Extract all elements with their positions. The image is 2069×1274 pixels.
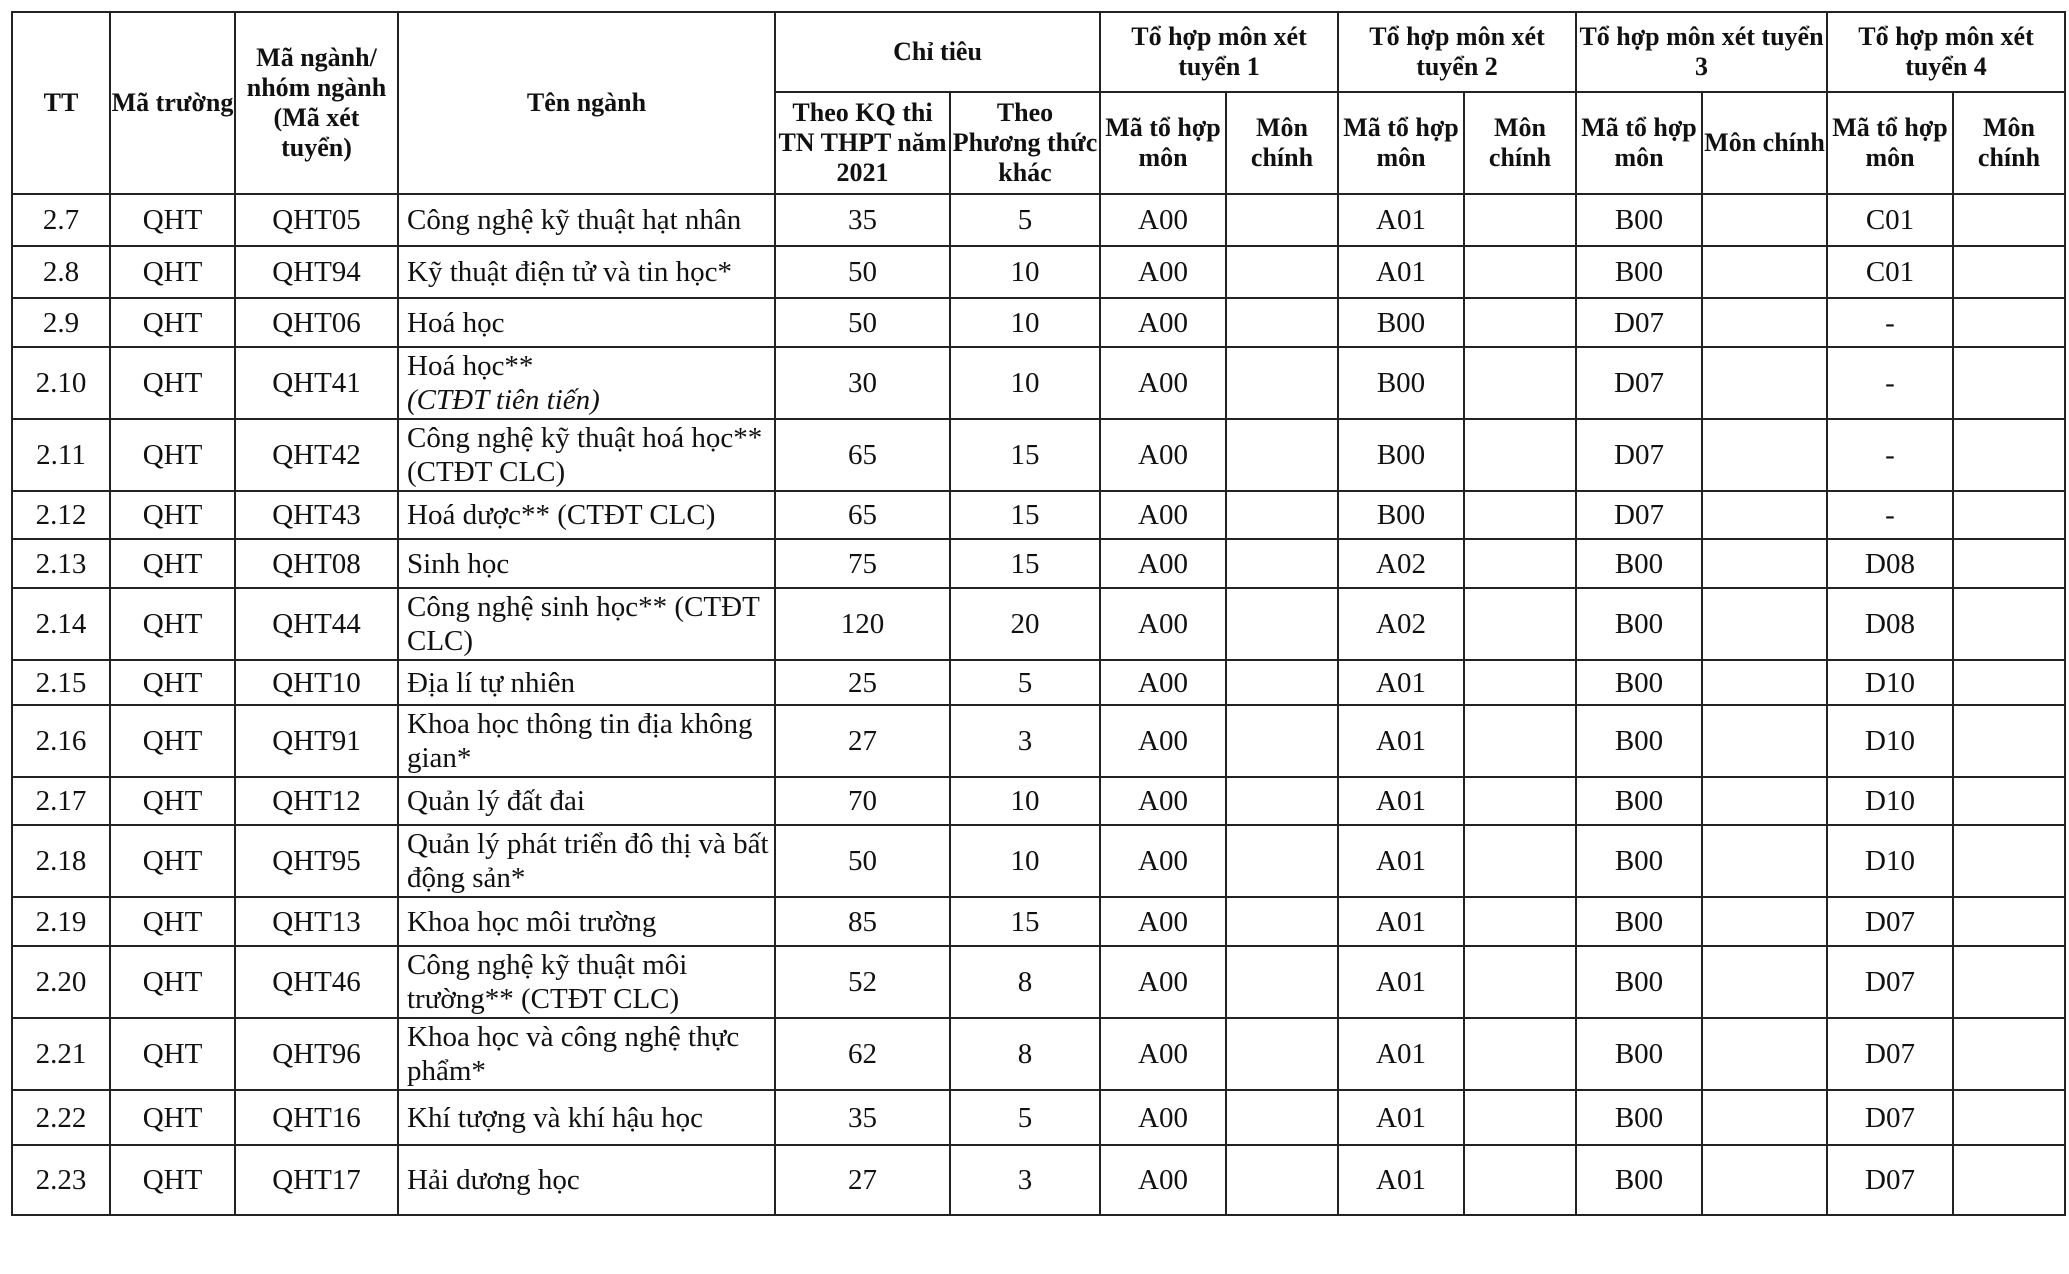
cell-ma-to-hop-3: B00	[1576, 1018, 1702, 1090]
header-ma-to-hop-1: Mã tổ hợp môn	[1100, 92, 1226, 194]
cell-mon-chinh-1	[1226, 825, 1338, 897]
cell-ma-to-hop-1: A00	[1100, 491, 1226, 539]
cell-ma-to-hop-2: A01	[1338, 246, 1464, 298]
cell-ma-to-hop-3: B00	[1576, 246, 1702, 298]
cell-chi-tieu-thpt: 75	[775, 539, 950, 588]
cell-chi-tieu-khac: 15	[950, 897, 1100, 946]
cell-ma-truong: QHT	[110, 705, 235, 777]
cell-ma-to-hop-3: D07	[1576, 491, 1702, 539]
cell-mon-chinh-1	[1226, 419, 1338, 491]
table-row	[12, 539, 2065, 588]
cell-mon-chinh-3	[1702, 539, 1827, 588]
cell-tt: 2.8	[12, 246, 110, 298]
table-row	[12, 1018, 2065, 1090]
cell-ma-to-hop-1: A00	[1100, 419, 1226, 491]
cell-tt: 2.16	[12, 705, 110, 777]
cell-chi-tieu-thpt: 50	[775, 298, 950, 347]
table-row	[12, 825, 2065, 897]
cell-ten-nganh	[398, 1145, 775, 1215]
cell-mon-chinh-2	[1464, 1018, 1576, 1090]
cell-tt: 2.13	[12, 539, 110, 588]
cell-mon-chinh-1	[1226, 705, 1338, 777]
cell-ma-to-hop-2: A01	[1338, 1145, 1464, 1215]
cell-ma-to-hop-2: A01	[1338, 897, 1464, 946]
cell-ma-nganh: QHT16	[235, 1090, 398, 1145]
cell-mon-chinh-4	[1953, 825, 2065, 897]
cell-ma-to-hop-1: A00	[1100, 1145, 1226, 1215]
cell-ten-nganh	[398, 946, 775, 1018]
cell-mon-chinh-3	[1702, 825, 1827, 897]
cell-mon-chinh-1	[1226, 897, 1338, 946]
program-note: (CTĐT tiên tiến)	[407, 384, 600, 416]
table-header	[12, 12, 2065, 194]
cell-ma-to-hop-2: A01	[1338, 946, 1464, 1018]
cell-ma-truong: QHT	[110, 298, 235, 347]
cell-chi-tieu-khac: 3	[950, 1145, 1100, 1215]
cell-ma-to-hop-1: A00	[1100, 777, 1226, 825]
program-name: Hoá dược** (CTĐT CLC)	[407, 499, 716, 531]
cell-ten-nganh	[398, 194, 775, 246]
cell-ma-to-hop-3: B00	[1576, 660, 1702, 705]
cell-ma-truong: QHT	[110, 825, 235, 897]
cell-mon-chinh-3	[1702, 1145, 1827, 1215]
cell-ma-to-hop-3: D07	[1576, 347, 1702, 419]
table-row	[12, 705, 2065, 777]
cell-ma-to-hop-4: D10	[1827, 705, 1953, 777]
header-to-hop-2: Tổ hợp môn xét tuyển 2	[1338, 12, 1576, 92]
cell-chi-tieu-khac: 15	[950, 539, 1100, 588]
cell-ma-nganh: QHT43	[235, 491, 398, 539]
cell-ma-to-hop-4: D10	[1827, 660, 1953, 705]
cell-mon-chinh-4	[1953, 491, 2065, 539]
cell-mon-chinh-4	[1953, 897, 2065, 946]
cell-tt: 2.9	[12, 298, 110, 347]
program-name: Sinh học	[407, 547, 510, 580]
cell-ma-to-hop-4: D07	[1827, 897, 1953, 946]
program-name: Quản lý đất đai	[407, 785, 585, 817]
cell-ten-nganh	[398, 419, 775, 491]
cell-ma-to-hop-4: D07	[1827, 1145, 1953, 1215]
cell-ma-to-hop-2: A01	[1338, 1018, 1464, 1090]
cell-mon-chinh-4	[1953, 705, 2065, 777]
cell-ma-to-hop-3: B00	[1576, 1090, 1702, 1145]
cell-ma-to-hop-3: D07	[1576, 298, 1702, 347]
cell-mon-chinh-4	[1953, 1145, 2065, 1215]
cell-ma-nganh: QHT96	[235, 1018, 398, 1090]
program-name: Khoa học môi trường	[407, 905, 657, 938]
cell-ten-nganh	[398, 1018, 775, 1090]
cell-tt: 2.15	[12, 660, 110, 705]
header-ten-nganh: Tên ngành	[398, 12, 775, 194]
cell-mon-chinh-3	[1702, 1018, 1827, 1090]
cell-chi-tieu-thpt: 27	[775, 1145, 950, 1215]
cell-mon-chinh-1	[1226, 588, 1338, 660]
cell-ten-nganh	[398, 660, 775, 705]
cell-chi-tieu-thpt: 27	[775, 705, 950, 777]
cell-ma-nganh: QHT10	[235, 660, 398, 705]
cell-ma-to-hop-1: A00	[1100, 1090, 1226, 1145]
cell-ma-to-hop-2: B00	[1338, 419, 1464, 491]
cell-chi-tieu-thpt: 62	[775, 1018, 950, 1090]
cell-mon-chinh-3	[1702, 298, 1827, 347]
cell-ten-nganh	[398, 777, 775, 825]
table-row	[12, 588, 2065, 660]
cell-tt: 2.12	[12, 491, 110, 539]
cell-ma-to-hop-4: -	[1827, 491, 1953, 539]
program-name: Hoá học**	[407, 350, 534, 382]
cell-ma-to-hop-4: D07	[1827, 1090, 1953, 1145]
cell-ma-truong: QHT	[110, 946, 235, 1018]
cell-ma-to-hop-1: A00	[1100, 539, 1226, 588]
cell-ma-to-hop-4: D10	[1827, 825, 1953, 897]
header-mon-chinh-2: Môn chính	[1464, 92, 1576, 194]
cell-mon-chinh-1	[1226, 246, 1338, 298]
header-to-hop-3: Tổ hợp môn xét tuyển 3	[1576, 12, 1827, 92]
table-row	[12, 777, 2065, 825]
cell-ma-to-hop-2: A01	[1338, 777, 1464, 825]
cell-ma-to-hop-2: B00	[1338, 347, 1464, 419]
cell-ma-to-hop-1: A00	[1100, 1018, 1226, 1090]
cell-mon-chinh-1	[1226, 946, 1338, 1018]
table-row	[12, 491, 2065, 539]
cell-mon-chinh-4	[1953, 777, 2065, 825]
cell-mon-chinh-3	[1702, 1090, 1827, 1145]
cell-ma-to-hop-4: -	[1827, 298, 1953, 347]
cell-ma-to-hop-3: B00	[1576, 194, 1702, 246]
cell-chi-tieu-thpt: 65	[775, 491, 950, 539]
cell-ten-nganh	[398, 825, 775, 897]
cell-ma-to-hop-2: B00	[1338, 491, 1464, 539]
cell-ma-truong: QHT	[110, 1018, 235, 1090]
cell-mon-chinh-2	[1464, 539, 1576, 588]
cell-ma-nganh: QHT08	[235, 539, 398, 588]
cell-ma-to-hop-1: A00	[1100, 298, 1226, 347]
table-row	[12, 419, 2065, 491]
cell-ma-nganh: QHT95	[235, 825, 398, 897]
cell-chi-tieu-thpt: 50	[775, 246, 950, 298]
header-mon-chinh-3: Môn chính	[1702, 92, 1827, 194]
program-name: Khí tượng và khí hậu học	[407, 1101, 704, 1134]
cell-mon-chinh-1	[1226, 777, 1338, 825]
cell-ma-truong: QHT	[110, 419, 235, 491]
program-name: Công nghệ kỹ thuật hoá học** (CTĐT CLC)	[407, 422, 763, 488]
program-name: Địa lí tự nhiên	[407, 666, 575, 699]
cell-mon-chinh-3	[1702, 946, 1827, 1018]
program-name: Hải dương học	[407, 1164, 580, 1196]
cell-mon-chinh-3	[1702, 347, 1827, 419]
cell-mon-chinh-4	[1953, 419, 2065, 491]
cell-chi-tieu-khac: 5	[950, 1090, 1100, 1145]
program-name: Khoa học thông tin địa không gian*	[407, 708, 753, 774]
cell-mon-chinh-4	[1953, 194, 2065, 246]
cell-ma-truong: QHT	[110, 491, 235, 539]
cell-ma-to-hop-4: -	[1827, 419, 1953, 491]
cell-mon-chinh-2	[1464, 491, 1576, 539]
cell-ma-to-hop-3: B00	[1576, 897, 1702, 946]
header-ma-nganh: Mã ngành/ nhóm ngành (Mã xét tuyển)	[235, 12, 398, 194]
cell-mon-chinh-2	[1464, 419, 1576, 491]
cell-ma-to-hop-4: -	[1827, 347, 1953, 419]
program-name: Công nghệ kỹ thuật hạt nhân	[407, 204, 742, 236]
cell-ma-to-hop-2: A01	[1338, 194, 1464, 246]
cell-tt: 2.19	[12, 897, 110, 946]
cell-ma-to-hop-4: D07	[1827, 946, 1953, 1018]
cell-mon-chinh-4	[1953, 1018, 2065, 1090]
cell-ma-to-hop-3: B00	[1576, 946, 1702, 1018]
admission-table	[11, 11, 2066, 1216]
cell-mon-chinh-2	[1464, 588, 1576, 660]
cell-ma-truong: QHT	[110, 897, 235, 946]
cell-ma-truong: QHT	[110, 194, 235, 246]
header-ma-to-hop-2: Mã tổ hợp môn	[1338, 92, 1464, 194]
cell-mon-chinh-1	[1226, 298, 1338, 347]
cell-mon-chinh-3	[1702, 419, 1827, 491]
cell-ma-to-hop-4: D07	[1827, 1018, 1953, 1090]
cell-ma-to-hop-1: A00	[1100, 705, 1226, 777]
cell-ma-to-hop-1: A00	[1100, 825, 1226, 897]
header-to-hop-1: Tổ hợp môn xét tuyển 1	[1100, 12, 1338, 92]
cell-ma-truong: QHT	[110, 246, 235, 298]
cell-ma-to-hop-1: A00	[1100, 347, 1226, 419]
cell-tt: 2.14	[12, 588, 110, 660]
cell-ma-truong: QHT	[110, 777, 235, 825]
cell-ma-to-hop-3: B00	[1576, 1145, 1702, 1215]
cell-mon-chinh-4	[1953, 660, 2065, 705]
cell-mon-chinh-1	[1226, 194, 1338, 246]
table-row	[12, 897, 2065, 946]
cell-ma-to-hop-3: B00	[1576, 588, 1702, 660]
header-mon-chinh-4: Môn chính	[1953, 92, 2065, 194]
cell-ma-to-hop-2: A01	[1338, 705, 1464, 777]
cell-mon-chinh-2	[1464, 1145, 1576, 1215]
header-to-hop-4: Tổ hợp môn xét tuyển 4	[1827, 12, 2065, 92]
cell-ma-to-hop-4: D08	[1827, 588, 1953, 660]
cell-ma-to-hop-3: B00	[1576, 539, 1702, 588]
cell-mon-chinh-4	[1953, 347, 2065, 419]
cell-mon-chinh-1	[1226, 491, 1338, 539]
cell-mon-chinh-3	[1702, 705, 1827, 777]
cell-mon-chinh-3	[1702, 777, 1827, 825]
cell-mon-chinh-3	[1702, 246, 1827, 298]
cell-mon-chinh-2	[1464, 347, 1576, 419]
cell-ma-nganh: QHT06	[235, 298, 398, 347]
cell-ten-nganh	[398, 298, 775, 347]
cell-mon-chinh-2	[1464, 660, 1576, 705]
cell-ten-nganh	[398, 491, 775, 539]
table-row	[12, 946, 2065, 1018]
cell-ma-nganh: QHT94	[235, 246, 398, 298]
cell-chi-tieu-khac: 10	[950, 246, 1100, 298]
cell-chi-tieu-thpt: 50	[775, 825, 950, 897]
cell-ma-to-hop-1: A00	[1100, 897, 1226, 946]
cell-mon-chinh-2	[1464, 897, 1576, 946]
cell-chi-tieu-khac: 15	[950, 491, 1100, 539]
cell-chi-tieu-khac: 8	[950, 946, 1100, 1018]
cell-mon-chinh-4	[1953, 246, 2065, 298]
cell-ma-to-hop-1: A00	[1100, 194, 1226, 246]
cell-mon-chinh-2	[1464, 777, 1576, 825]
cell-mon-chinh-4	[1953, 539, 2065, 588]
cell-ma-to-hop-2: A01	[1338, 660, 1464, 705]
program-name: Công nghệ kỹ thuật môi trường** (CTĐT CLC)	[407, 949, 688, 1015]
cell-chi-tieu-khac: 20	[950, 588, 1100, 660]
cell-ma-nganh: QHT44	[235, 588, 398, 660]
cell-mon-chinh-3	[1702, 194, 1827, 246]
cell-ma-nganh: QHT41	[235, 347, 398, 419]
cell-mon-chinh-2	[1464, 946, 1576, 1018]
cell-ten-nganh	[398, 347, 775, 419]
cell-ma-to-hop-3: D07	[1576, 419, 1702, 491]
cell-mon-chinh-1	[1226, 539, 1338, 588]
cell-tt: 2.7	[12, 194, 110, 246]
cell-tt: 2.11	[12, 419, 110, 491]
table-row	[12, 194, 2065, 246]
cell-mon-chinh-2	[1464, 705, 1576, 777]
header-ma-to-hop-4: Mã tổ hợp môn	[1827, 92, 1953, 194]
cell-ma-to-hop-3: B00	[1576, 705, 1702, 777]
cell-chi-tieu-thpt: 30	[775, 347, 950, 419]
cell-mon-chinh-3	[1702, 660, 1827, 705]
table-body	[12, 194, 2065, 1215]
cell-tt: 2.22	[12, 1090, 110, 1145]
program-name: Kỹ thuật điện tử và tin học*	[407, 256, 732, 288]
header-chi-tieu: Chỉ tiêu	[775, 12, 1100, 92]
cell-mon-chinh-2	[1464, 1090, 1576, 1145]
cell-mon-chinh-2	[1464, 298, 1576, 347]
cell-ma-nganh: QHT46	[235, 946, 398, 1018]
cell-mon-chinh-1	[1226, 1090, 1338, 1145]
cell-tt: 2.18	[12, 825, 110, 897]
header-ma-to-hop-3: Mã tổ hợp môn	[1576, 92, 1702, 194]
cell-ma-to-hop-2: A02	[1338, 588, 1464, 660]
cell-tt: 2.20	[12, 946, 110, 1018]
cell-mon-chinh-2	[1464, 194, 1576, 246]
cell-chi-tieu-thpt: 120	[775, 588, 950, 660]
cell-chi-tieu-thpt: 65	[775, 419, 950, 491]
cell-tt: 2.10	[12, 347, 110, 419]
table-row	[12, 347, 2065, 419]
cell-ten-nganh	[398, 588, 775, 660]
cell-ten-nganh	[398, 1090, 775, 1145]
cell-ma-to-hop-3: B00	[1576, 825, 1702, 897]
cell-ma-nganh: QHT05	[235, 194, 398, 246]
cell-chi-tieu-thpt: 70	[775, 777, 950, 825]
cell-mon-chinh-4	[1953, 1090, 2065, 1145]
cell-chi-tieu-khac: 3	[950, 705, 1100, 777]
cell-ten-nganh	[398, 539, 775, 588]
header-mon-chinh-1: Môn chính	[1226, 92, 1338, 194]
program-name: Hoá học	[407, 306, 505, 339]
cell-mon-chinh-4	[1953, 946, 2065, 1018]
cell-mon-chinh-1	[1226, 1018, 1338, 1090]
cell-chi-tieu-khac: 10	[950, 298, 1100, 347]
program-name: Quản lý phát triển đô thị và bất động sản*	[407, 828, 769, 894]
cell-mon-chinh-2	[1464, 246, 1576, 298]
program-name: Khoa học và công nghệ thực phẩm*	[407, 1021, 740, 1087]
table-row	[12, 1090, 2065, 1145]
cell-ma-nganh: QHT13	[235, 897, 398, 946]
cell-tt: 2.21	[12, 1018, 110, 1090]
cell-ma-nganh: QHT12	[235, 777, 398, 825]
cell-ma-to-hop-3: B00	[1576, 777, 1702, 825]
table-row	[12, 660, 2065, 705]
cell-ma-to-hop-4: C01	[1827, 246, 1953, 298]
cell-mon-chinh-1	[1226, 347, 1338, 419]
cell-chi-tieu-khac: 10	[950, 347, 1100, 419]
cell-ma-to-hop-1: A00	[1100, 946, 1226, 1018]
cell-ma-nganh: QHT17	[235, 1145, 398, 1215]
cell-mon-chinh-4	[1953, 298, 2065, 347]
cell-mon-chinh-3	[1702, 588, 1827, 660]
program-name: Công nghệ sinh học** (CTĐT CLC)	[407, 591, 760, 657]
cell-ma-truong: QHT	[110, 660, 235, 705]
cell-chi-tieu-khac: 15	[950, 419, 1100, 491]
cell-ten-nganh	[398, 897, 775, 946]
cell-ma-to-hop-1: A00	[1100, 660, 1226, 705]
cell-ma-truong: QHT	[110, 1145, 235, 1215]
header-tt: TT	[12, 12, 110, 194]
cell-mon-chinh-3	[1702, 897, 1827, 946]
cell-ma-to-hop-4: C01	[1827, 194, 1953, 246]
cell-ma-to-hop-4: D08	[1827, 539, 1953, 588]
cell-chi-tieu-khac: 5	[950, 194, 1100, 246]
cell-ma-truong: QHT	[110, 347, 235, 419]
cell-chi-tieu-thpt: 25	[775, 660, 950, 705]
cell-ten-nganh	[398, 705, 775, 777]
cell-ma-truong: QHT	[110, 539, 235, 588]
table-row	[12, 298, 2065, 347]
cell-chi-tieu-thpt: 35	[775, 1090, 950, 1145]
cell-tt: 2.17	[12, 777, 110, 825]
cell-ma-to-hop-4: D10	[1827, 777, 1953, 825]
cell-mon-chinh-4	[1953, 588, 2065, 660]
cell-ma-to-hop-2: A01	[1338, 1090, 1464, 1145]
header-chi-tieu-khac: Theo Phương thức khác	[950, 92, 1100, 194]
cell-mon-chinh-3	[1702, 491, 1827, 539]
cell-chi-tieu-thpt: 52	[775, 946, 950, 1018]
cell-chi-tieu-khac: 5	[950, 660, 1100, 705]
cell-ma-to-hop-2: B00	[1338, 298, 1464, 347]
cell-ma-truong: QHT	[110, 1090, 235, 1145]
cell-ma-nganh: QHT91	[235, 705, 398, 777]
cell-ma-to-hop-1: A00	[1100, 588, 1226, 660]
cell-mon-chinh-2	[1464, 825, 1576, 897]
cell-chi-tieu-thpt: 35	[775, 194, 950, 246]
cell-ma-to-hop-2: A02	[1338, 539, 1464, 588]
header-ma-truong: Mã trường	[110, 12, 235, 194]
header-chi-tieu-thpt: Theo KQ thi TN THPT năm 2021	[775, 92, 950, 194]
cell-ten-nganh	[398, 246, 775, 298]
cell-mon-chinh-1	[1226, 660, 1338, 705]
cell-ma-to-hop-2: A01	[1338, 825, 1464, 897]
cell-chi-tieu-thpt: 85	[775, 897, 950, 946]
cell-ma-truong: QHT	[110, 588, 235, 660]
cell-tt: 2.23	[12, 1145, 110, 1215]
cell-ma-to-hop-1: A00	[1100, 246, 1226, 298]
cell-chi-tieu-khac: 10	[950, 825, 1100, 897]
cell-ma-nganh: QHT42	[235, 419, 398, 491]
table-row	[12, 246, 2065, 298]
cell-chi-tieu-khac: 10	[950, 777, 1100, 825]
cell-mon-chinh-1	[1226, 1145, 1338, 1215]
cell-chi-tieu-khac: 8	[950, 1018, 1100, 1090]
table-row	[12, 1145, 2065, 1215]
